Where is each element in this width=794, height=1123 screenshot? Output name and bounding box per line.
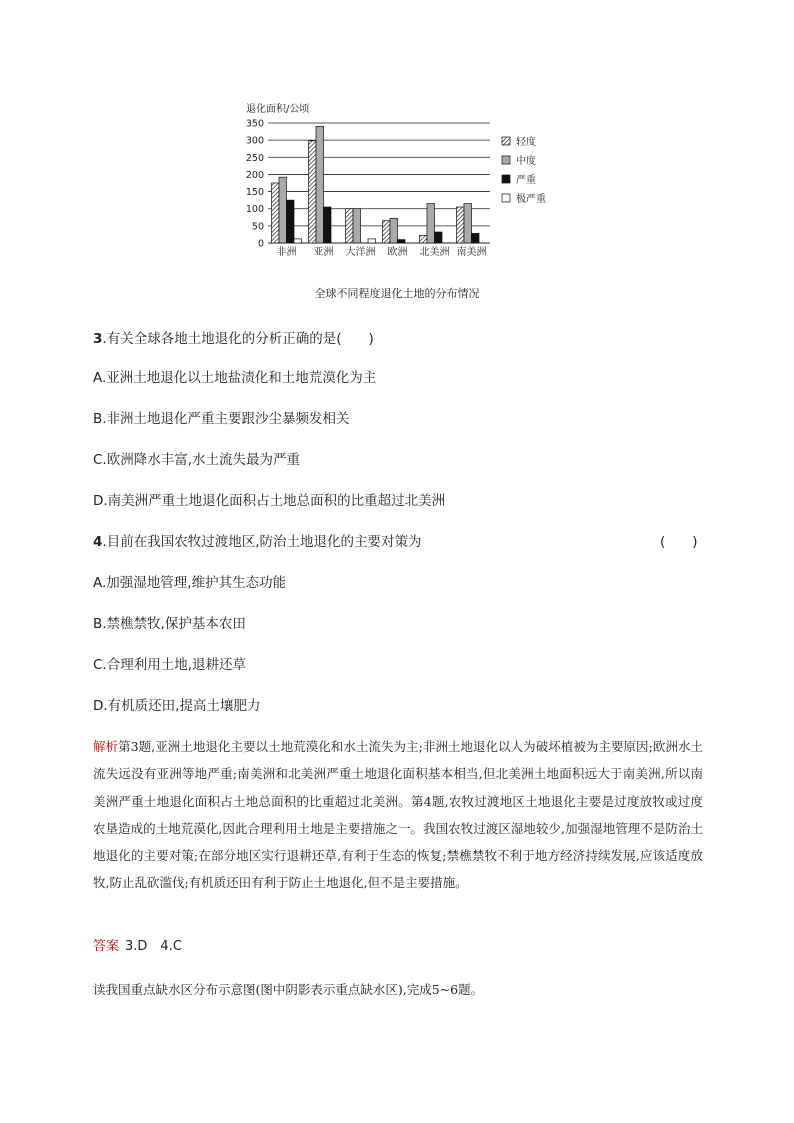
bar [398,240,406,243]
analysis-paragraph [93,733,703,897]
question-3-number: 3 [93,331,103,347]
bar [390,218,398,243]
answer-text: 3.D 4.C [125,939,182,954]
question-4-text: .目前在我国农牧过渡地区,防治土地退化的主要对策为 [102,534,422,550]
legend-label: 极严重 [516,194,546,205]
degradation-bar-chart [240,98,560,263]
bar [316,126,324,243]
x-tick-label: 北美洲 [419,247,450,258]
bar [324,207,332,243]
y-tick-label: 50 [251,221,264,233]
bar [383,221,391,243]
y-axis-label: 退化面积/公顷 [246,104,310,115]
y-tick-label: 300 [245,135,264,147]
analysis-tag: 解析 [93,739,119,754]
question-4-answer-paren: ( ) [660,534,698,550]
question-4-option-b: B.禁樵禁牧,保护基本农田 [93,616,246,632]
answer-tag: 答案 [93,939,120,954]
bar [353,209,361,243]
x-tick-label: 大洋洲 [345,247,376,258]
legend-label: 中度 [516,156,536,167]
y-tick-label: 350 [245,118,264,130]
question-3-stem [93,327,374,347]
x-tick-label: 亚洲 [313,247,334,258]
bar [420,235,428,243]
bar [279,177,287,243]
legend-swatch [502,175,510,183]
bar [472,233,480,243]
bar [309,141,317,243]
bar [457,207,465,243]
question-3-text: .有关全球各地土地退化的分析正确的是( ) [102,331,374,347]
y-tick-label: 250 [245,152,264,164]
y-tick-label: 0 [257,238,264,250]
legend-swatch [502,137,510,145]
question-4-stem [93,530,422,550]
bar [427,204,435,243]
x-tick-label: 欧洲 [387,247,408,258]
question-3-option-d: D.南美洲严重土地退化面积占土地总面积的比重超过北美洲 [93,493,446,509]
y-tick-label: 200 [245,169,264,181]
question-3-option-b: B.非洲土地退化严重主要跟沙尘暴频发相关 [93,411,350,427]
question-4-option-d: D.有机质还田,提高土壤肥力 [93,698,261,714]
question-4-option-a: A.加强湿地管理,维护其生态功能 [93,575,287,591]
bar [368,239,376,243]
bar [294,239,302,243]
analysis-text: 第3题,亚洲土地退化主要以土地荒漠化和水土流失为主;非洲土地退化以人为破坏植被为主要原因;欧洲水土流失远没有亚洲等地严重;南美洲和北美洲严重土地退化面积基本相当,但北美洲土地面积远大于南美洲,所以南美洲严重土地退化面积占土地总面积的比重超过北美洲。第4题,农牧过渡地区土地退化主要是过度放牧或过度农垦造成的土地荒漠化,因此合理利用土地是主要措施之一。我国农牧过渡区湿地较少,加强湿地管理不是防治土地退化的主要对策;在部分地区实行退耕还草,有利于生态的恢复;禁樵禁牧不利于地方经济持续发展,应该适度放牧,防止乱砍滥伐;有机质还田有利于防止土地退化,但不是主要措施。 [93,739,703,891]
chart-caption: 全球不同程度退化土地的分布情况 [314,287,480,300]
x-tick-label: 非洲 [276,247,297,258]
bar [435,232,443,243]
legend-swatch [502,156,510,164]
legend-label: 严重 [516,175,536,186]
question-3-option-a: A.亚洲土地退化以土地盐渍化和土地荒漠化为主 [93,370,377,386]
question-4-number: 4 [93,534,103,550]
bar [272,183,280,243]
bar [346,209,354,243]
y-tick-label: 100 [245,204,264,216]
question-3-option-c: C.欧洲降水丰富,水土流失最为严重 [93,452,301,468]
bar [287,200,295,243]
legend-label: 轻度 [516,137,536,148]
x-tick-label: 南美洲 [456,247,487,258]
bar [464,204,472,243]
answer-line [93,935,182,954]
y-tick-label: 150 [245,187,264,199]
question-4-option-c: C.合理利用土地,退耕还草 [93,657,247,673]
next-section-intro: 读我国重点缺水区分布示意图(图中阴影表示重点缺水区),完成5~6题。 [93,982,484,997]
legend-swatch [502,194,510,202]
